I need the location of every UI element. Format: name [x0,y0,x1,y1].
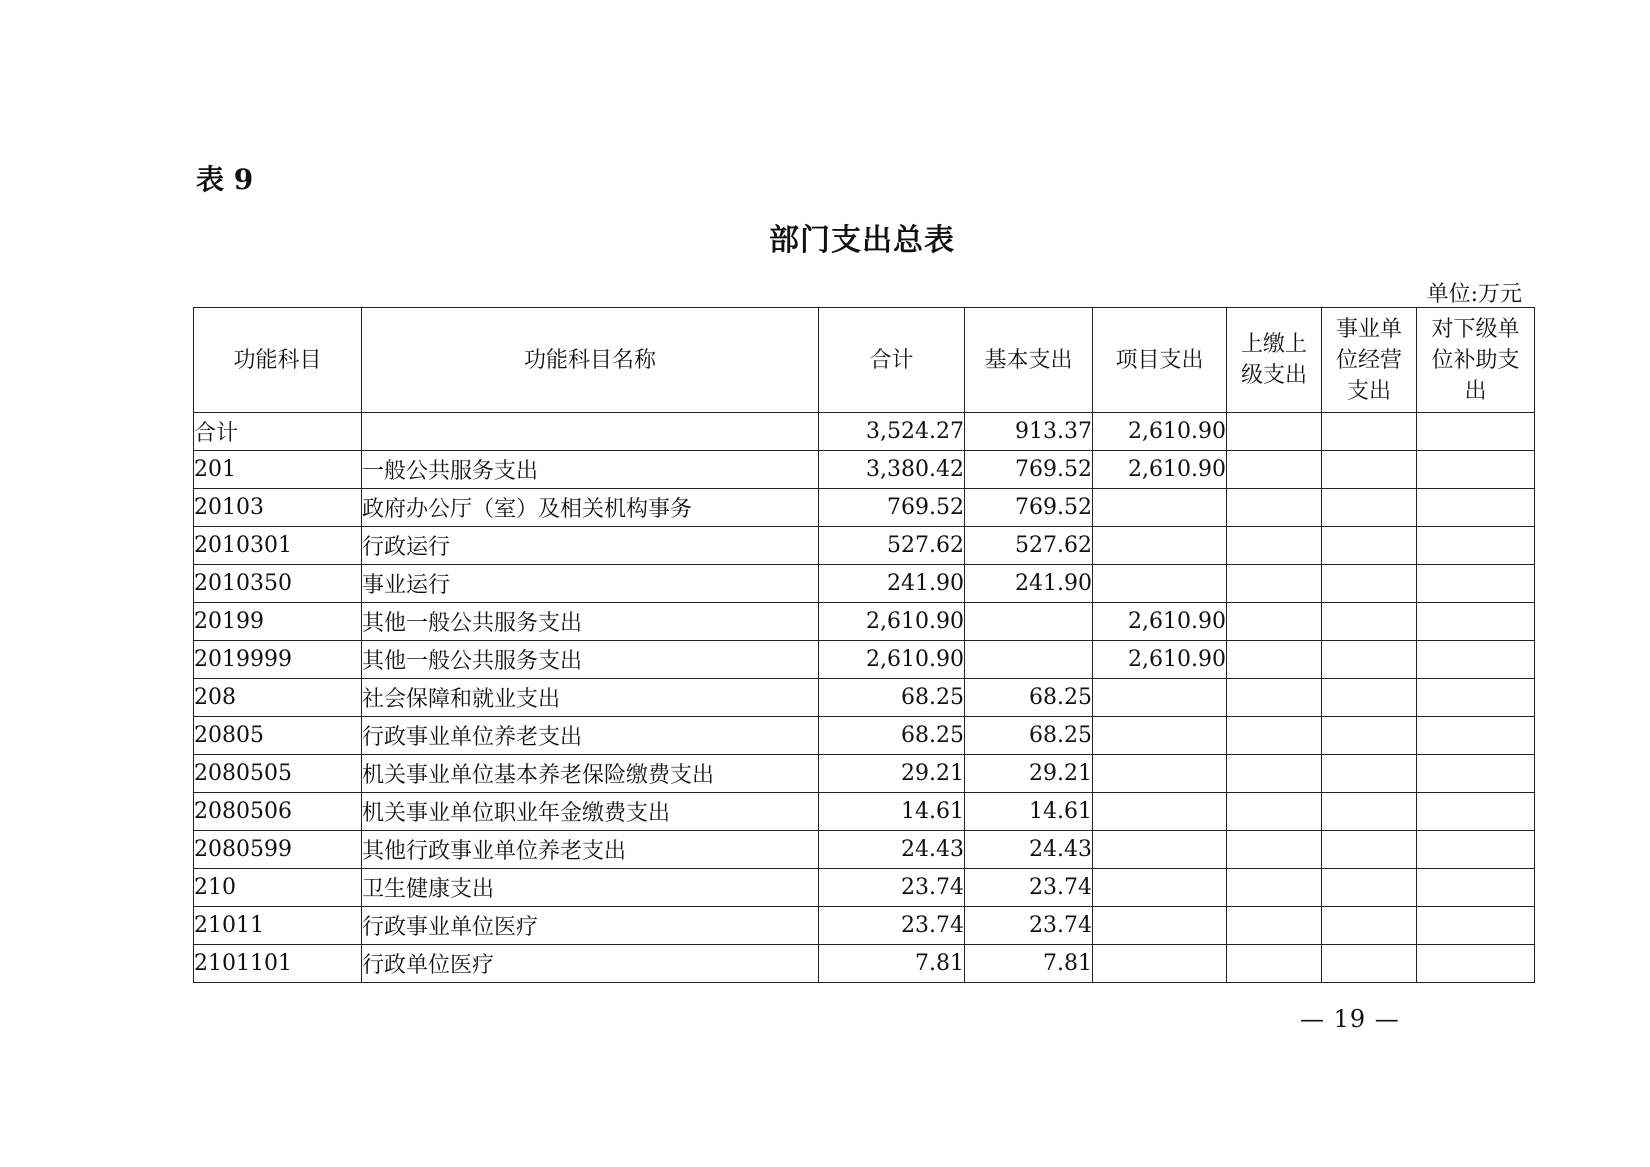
cell-total: 68.25 [819,679,965,717]
header-subordinate-subsidy: 对下级单位补助支出 [1417,308,1535,413]
cell-project-expenditure [1093,755,1227,793]
cell-subordinate-subsidy [1417,679,1535,717]
cell-function-name: 行政事业单位医疗 [362,907,819,945]
cell-upper-level-expenditure [1227,527,1322,565]
cell-total: 23.74 [819,907,965,945]
cell-upper-level-expenditure [1227,945,1322,983]
cell-function-code: 210 [194,869,362,907]
cell-upper-level-expenditure [1227,603,1322,641]
table-row [194,413,1535,451]
cell-basic-expenditure: 68.25 [965,717,1093,755]
cell-total: 29.21 [819,755,965,793]
cell-function-code: 2019999 [194,641,362,679]
page-number: — 19 — [1300,1005,1400,1033]
header-upper-level-expenditure: 上缴上级支出 [1227,308,1322,413]
cell-basic-expenditure: 7.81 [965,945,1093,983]
cell-total: 241.90 [819,565,965,603]
cell-upper-level-expenditure [1227,831,1322,869]
cell-subordinate-subsidy [1417,413,1535,451]
table-row [194,489,1535,527]
cell-function-code: 201 [194,451,362,489]
cell-upper-level-expenditure [1227,793,1322,831]
cell-business-operation-expenditure [1322,565,1417,603]
cell-total: 3,524.27 [819,413,965,451]
cell-basic-expenditure: 29.21 [965,755,1093,793]
header-total: 合计 [819,308,965,413]
cell-business-operation-expenditure [1322,755,1417,793]
header-function-code: 功能科目 [194,308,362,413]
cell-business-operation-expenditure [1322,641,1417,679]
cell-project-expenditure: 2,610.90 [1093,641,1227,679]
table-row [194,793,1535,831]
cell-function-code: 合计 [194,413,362,451]
cell-upper-level-expenditure [1227,679,1322,717]
cell-total: 14.61 [819,793,965,831]
cell-upper-level-expenditure [1227,641,1322,679]
cell-project-expenditure [1093,793,1227,831]
table-row [194,717,1535,755]
cell-upper-level-expenditure [1227,565,1322,603]
cell-function-name: 其他行政事业单位养老支出 [362,831,819,869]
cell-subordinate-subsidy [1417,755,1535,793]
header-business-operation-expenditure: 事业单位经营支出 [1322,308,1417,413]
cell-business-operation-expenditure [1322,831,1417,869]
cell-business-operation-expenditure [1322,451,1417,489]
cell-subordinate-subsidy [1417,527,1535,565]
cell-project-expenditure [1093,945,1227,983]
cell-total: 68.25 [819,717,965,755]
cell-function-name: 政府办公厅（室）及相关机构事务 [362,489,819,527]
table-label: 表 9 [196,163,254,196]
header-function-name: 功能科目名称 [362,308,819,413]
cell-business-operation-expenditure [1322,527,1417,565]
table-row [194,945,1535,983]
header-basic-expenditure: 基本支出 [965,308,1093,413]
cell-business-operation-expenditure [1322,717,1417,755]
cell-basic-expenditure: 14.61 [965,793,1093,831]
cell-basic-expenditure: 527.62 [965,527,1093,565]
cell-upper-level-expenditure [1227,869,1322,907]
unit-label: 单位:万元 [1426,282,1522,307]
cell-subordinate-subsidy [1417,793,1535,831]
cell-total: 769.52 [819,489,965,527]
cell-subordinate-subsidy [1417,565,1535,603]
cell-project-expenditure [1093,869,1227,907]
cell-function-code: 20805 [194,717,362,755]
cell-function-code: 2080505 [194,755,362,793]
cell-function-code: 2080599 [194,831,362,869]
cell-subordinate-subsidy [1417,451,1535,489]
cell-project-expenditure: 2,610.90 [1093,603,1227,641]
cell-basic-expenditure: 913.37 [965,413,1093,451]
cell-function-name: 机关事业单位职业年金缴费支出 [362,793,819,831]
cell-upper-level-expenditure [1227,489,1322,527]
cell-basic-expenditure: 241.90 [965,565,1093,603]
cell-basic-expenditure: 23.74 [965,907,1093,945]
table-row [194,907,1535,945]
table-row [194,641,1535,679]
cell-function-name [362,413,819,451]
cell-business-operation-expenditure [1322,793,1417,831]
table-row [194,565,1535,603]
cell-function-name: 行政单位医疗 [362,945,819,983]
cell-project-expenditure: 2,610.90 [1093,451,1227,489]
cell-function-code: 21011 [194,907,362,945]
table-row [194,869,1535,907]
table-row [194,603,1535,641]
cell-function-name: 其他一般公共服务支出 [362,603,819,641]
cell-basic-expenditure: 769.52 [965,489,1093,527]
cell-function-code: 208 [194,679,362,717]
cell-upper-level-expenditure [1227,451,1322,489]
cell-subordinate-subsidy [1417,717,1535,755]
cell-total: 7.81 [819,945,965,983]
cell-function-code: 20103 [194,489,362,527]
expenditure-table [193,307,1535,983]
header-project-expenditure: 项目支出 [1093,308,1227,413]
cell-function-code: 2080506 [194,793,362,831]
cell-total: 2,610.90 [819,603,965,641]
cell-basic-expenditure [965,641,1093,679]
cell-upper-level-expenditure [1227,755,1322,793]
cell-subordinate-subsidy [1417,869,1535,907]
cell-function-code: 2010350 [194,565,362,603]
cell-project-expenditure [1093,717,1227,755]
cell-project-expenditure [1093,907,1227,945]
cell-upper-level-expenditure [1227,717,1322,755]
cell-subordinate-subsidy [1417,907,1535,945]
cell-function-code: 20199 [194,603,362,641]
cell-subordinate-subsidy [1417,603,1535,641]
table-row [194,527,1535,565]
cell-project-expenditure [1093,679,1227,717]
cell-basic-expenditure: 24.43 [965,831,1093,869]
cell-subordinate-subsidy [1417,641,1535,679]
cell-business-operation-expenditure [1322,869,1417,907]
cell-subordinate-subsidy [1417,489,1535,527]
cell-business-operation-expenditure [1322,907,1417,945]
cell-business-operation-expenditure [1322,603,1417,641]
cell-function-code: 2010301 [194,527,362,565]
cell-project-expenditure [1093,489,1227,527]
cell-total: 24.43 [819,831,965,869]
cell-function-name: 机关事业单位基本养老保险缴费支出 [362,755,819,793]
cell-project-expenditure [1093,565,1227,603]
cell-business-operation-expenditure [1322,945,1417,983]
document-title: 部门支出总表 [769,223,955,258]
cell-basic-expenditure: 769.52 [965,451,1093,489]
cell-total: 23.74 [819,869,965,907]
cell-upper-level-expenditure [1227,413,1322,451]
cell-business-operation-expenditure [1322,679,1417,717]
cell-business-operation-expenditure [1322,489,1417,527]
cell-business-operation-expenditure [1322,413,1417,451]
cell-total: 527.62 [819,527,965,565]
cell-function-name: 卫生健康支出 [362,869,819,907]
header-row [194,308,1535,413]
cell-project-expenditure: 2,610.90 [1093,413,1227,451]
cell-total: 2,610.90 [819,641,965,679]
cell-basic-expenditure: 68.25 [965,679,1093,717]
cell-upper-level-expenditure [1227,907,1322,945]
cell-function-name: 社会保障和就业支出 [362,679,819,717]
cell-subordinate-subsidy [1417,945,1535,983]
table-row [194,679,1535,717]
cell-function-name: 其他一般公共服务支出 [362,641,819,679]
cell-project-expenditure [1093,831,1227,869]
cell-function-code: 2101101 [194,945,362,983]
cell-function-name: 事业运行 [362,565,819,603]
table-row [194,831,1535,869]
table-header [194,308,1535,413]
cell-function-name: 行政事业单位养老支出 [362,717,819,755]
cell-function-name: 一般公共服务支出 [362,451,819,489]
table-row [194,451,1535,489]
cell-basic-expenditure: 23.74 [965,869,1093,907]
cell-subordinate-subsidy [1417,831,1535,869]
cell-total: 3,380.42 [819,451,965,489]
cell-project-expenditure [1093,527,1227,565]
table-body [194,413,1535,983]
table-row [194,755,1535,793]
cell-basic-expenditure [965,603,1093,641]
cell-function-name: 行政运行 [362,527,819,565]
